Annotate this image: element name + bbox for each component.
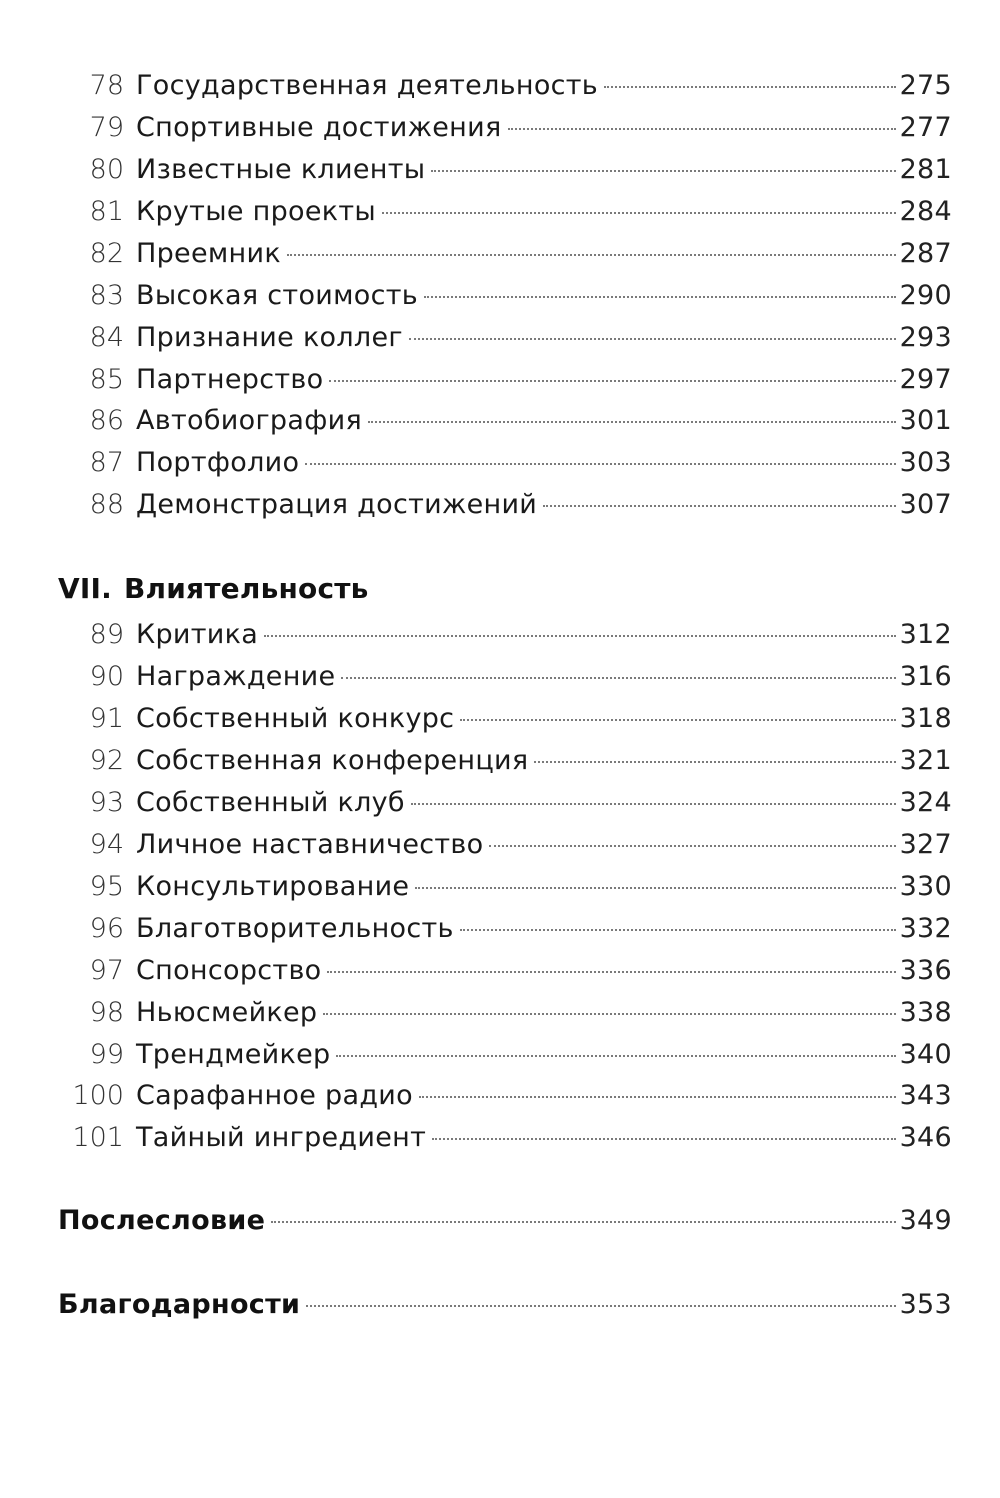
entry-number: 101 [72,1122,124,1153]
entry-page: 324 [899,787,952,818]
entry-title: Критика [136,619,259,650]
dot-leader [327,971,895,973]
dot-leader [287,254,896,256]
entry-title: Награждение [136,661,336,692]
entry-title: Собственный конкурс [136,703,455,734]
entry-title: Высокая стоимость [136,280,418,311]
toc-entry-78[interactable] [60,66,952,106]
dot-leader [415,887,895,889]
entry-title: Тайный ингредиент [136,1122,427,1153]
toc-entry-79[interactable] [60,108,952,148]
entry-number: 82 [89,238,124,269]
entry-number: 81 [89,196,124,227]
entry-page: 321 [899,745,952,776]
entry-page: 301 [899,405,952,436]
dot-leader [431,170,895,172]
entry-page: 327 [899,829,952,860]
entry-number: 78 [89,70,124,101]
entry-number: 88 [89,489,124,520]
dot-leader [329,380,895,382]
dot-leader [432,1138,895,1140]
entry-number: 89 [89,619,124,650]
entry-number: 97 [89,955,124,986]
entry-page: 287 [899,238,952,269]
entry-number: 100 [72,1080,124,1111]
entry-page: 330 [899,871,952,902]
toc-entry-101[interactable] [60,1118,952,1158]
entry-number: 90 [89,661,124,692]
dot-leader [460,719,895,721]
entry-title: Сарафанное радио [136,1080,413,1111]
entry-number: 93 [89,787,124,818]
entry-title: Личное наставничество [136,829,484,860]
toc-entry-90[interactable] [60,657,952,697]
entry-number: 85 [89,364,124,395]
toc-entry-85[interactable] [60,360,952,400]
entry-title: Партнерство [136,364,324,395]
dot-leader [604,86,896,88]
dot-leader [424,296,896,298]
dot-leader [534,761,895,763]
entry-page: 343 [899,1080,952,1111]
section-title: Влиятельность [124,572,369,605]
entry-page: 353 [899,1289,952,1320]
entry-page: 316 [899,661,952,692]
dot-leader [271,1221,895,1223]
entry-number: 86 [89,405,124,436]
dot-leader [543,505,895,507]
entry-title: Портфолио [136,447,300,478]
entry-page: 332 [899,913,952,944]
entry-page: 277 [899,112,952,143]
entry-page: 318 [899,703,952,734]
entry-number: 80 [89,154,124,185]
section-roman-numeral: VII. [58,572,112,605]
entry-title: Признание коллег [136,322,403,353]
entry-title: Ньюсмейкер [136,997,318,1028]
toc-entry-98[interactable] [60,993,952,1033]
entry-page: 336 [899,955,952,986]
toc-entry-87[interactable] [60,443,952,483]
entry-title: Преемник [136,238,281,269]
entry-title: Собственный клуб [136,787,405,818]
dot-leader [368,421,896,423]
entry-page: 293 [899,322,952,353]
dot-leader [382,212,896,214]
toc-entry-95[interactable] [60,867,952,907]
toc-entry-93[interactable] [60,783,952,823]
entry-number: 87 [89,447,124,478]
entry-page: 346 [899,1122,952,1153]
toc-entry-89[interactable] [60,615,952,655]
dot-leader [306,1305,895,1307]
dot-leader [264,635,895,637]
toc-entry-afterword[interactable] [58,1201,952,1241]
entry-page: 297 [899,364,952,395]
entry-page: 338 [899,997,952,1028]
entry-number: 92 [89,745,124,776]
toc-entry-82[interactable] [60,234,952,274]
entry-title: Собственная конференция [136,745,529,776]
entry-number: 84 [89,322,124,353]
toc-entry-86[interactable] [60,401,952,441]
entry-page: 340 [899,1039,952,1070]
section-heading[interactable] [58,572,369,605]
entry-title: Трендмейкер [136,1039,331,1070]
toc-entry-100[interactable] [60,1076,952,1116]
toc-entry-96[interactable] [60,909,952,949]
entry-title: Демонстрация достижений [136,489,538,520]
entry-page: 275 [899,70,952,101]
entry-number: 94 [89,829,124,860]
toc-entry-99[interactable] [60,1035,952,1075]
entry-page: 312 [899,619,952,650]
entry-title: Благодарности [58,1289,301,1320]
entry-page: 349 [899,1205,952,1236]
toc-entry-84[interactable] [60,318,952,358]
entry-number: 91 [89,703,124,734]
entry-page: 307 [899,489,952,520]
entry-page: 303 [899,447,952,478]
entry-title: Спонсорство [136,955,322,986]
dot-leader [419,1096,896,1098]
dot-leader [305,463,895,465]
entry-title: Благотворительность [136,913,454,944]
toc-entry-92[interactable] [60,741,952,781]
entry-title: Автобиография [136,405,362,436]
entry-number: 83 [89,280,124,311]
dot-leader [460,929,896,931]
entry-page: 290 [899,280,952,311]
toc-entry-81[interactable] [60,192,952,232]
entry-number: 79 [89,112,124,143]
entry-title: Известные клиенты [136,154,426,185]
dot-leader [409,338,896,340]
dot-leader [341,677,895,679]
toc-entry-97[interactable] [60,951,952,991]
toc-entry-94[interactable] [60,825,952,865]
entry-number: 96 [89,913,124,944]
entry-number: 95 [89,871,124,902]
dot-leader [489,845,895,847]
toc-entry-83[interactable] [60,276,952,316]
entry-title: Спортивные достижения [136,112,502,143]
toc-entry-88[interactable] [60,485,952,525]
toc-entry-91[interactable] [60,699,952,739]
entry-number: 99 [89,1039,124,1070]
dot-leader [508,128,896,130]
entry-title: Крутые проекты [136,196,377,227]
entry-title: Консультирование [136,871,410,902]
dot-leader [336,1055,895,1057]
entry-page: 281 [899,154,952,185]
dot-leader [411,803,896,805]
entry-title: Государственная деятельность [136,70,599,101]
toc-entry-acknowledgements[interactable] [58,1285,952,1325]
toc-entry-80[interactable] [60,150,952,190]
entry-number: 98 [89,997,124,1028]
dot-leader [323,1013,895,1015]
entry-page: 284 [899,196,952,227]
entry-title: Послесловие [58,1205,266,1236]
